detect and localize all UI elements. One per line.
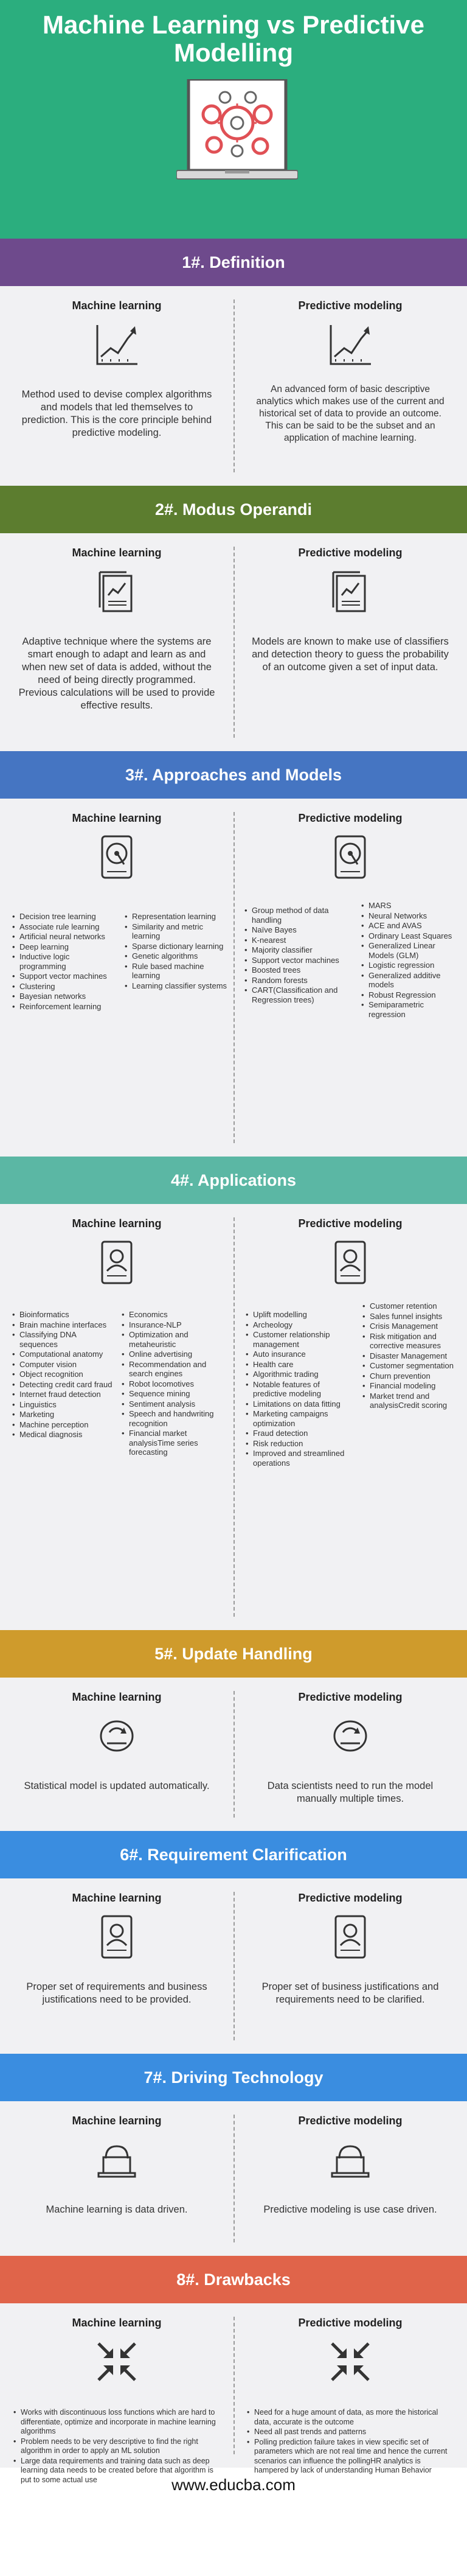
list-item: • Robust Regression <box>361 990 462 1000</box>
list-item: • Computer vision <box>12 1360 116 1370</box>
refresh-disk-icon <box>327 1713 373 1759</box>
list-item: • Customer retention <box>362 1301 463 1311</box>
list-item: • Semiparametric regression <box>361 1000 462 1019</box>
list-item: • Associate rule learning <box>12 922 116 932</box>
machine-learning-column <box>0 1678 234 1831</box>
list-item: • Need all past trends and patterns <box>247 2427 457 2437</box>
list-item: • Brain machine interfaces <box>12 1320 116 1330</box>
list-item: • Clustering <box>12 982 116 992</box>
list-item: • Fraud detection <box>246 1429 352 1438</box>
applications-list <box>362 1301 463 1411</box>
list-item: • Medical diagnosis <box>12 1430 116 1440</box>
list-item: • Economics <box>122 1310 231 1320</box>
driving-technology-text: Predictive modeling is use case driven. <box>263 2204 437 2215</box>
footer-url: www.educba.com <box>171 2475 296 2494</box>
predictive-modeling-column <box>234 286 467 486</box>
list-item: • Risk mitigation and corrective measures <box>362 1332 463 1351</box>
list-item: • Algorithmic trading <box>246 1370 352 1379</box>
cloud-laptop-icon <box>94 2137 140 2183</box>
list-item: • Polling prediction failure takes in view specific set of parameters which are not real time and hence the current scenarios can influence the pollingHR analytics is hampered by lack of understanding Human Behavior <box>247 2438 457 2476</box>
column-heading: Machine learning <box>72 812 162 824</box>
list-item: • Majority classifier <box>244 945 351 955</box>
list-item: • CART(Classification and Regression trees) <box>244 985 351 1004</box>
section-title: 4#. Applications <box>170 1171 297 1189</box>
list-item: • Customer relationship management <box>246 1330 352 1349</box>
list-item: • Genetic algorithms <box>125 951 228 961</box>
list-item: • MARS <box>361 901 462 911</box>
column-heading: Predictive modeling <box>298 812 403 824</box>
section-8-body <box>0 2303 467 2484</box>
list-item: • Similarity and metric learning <box>125 922 228 941</box>
hard-drive-icon <box>94 834 140 880</box>
hard-drive-icon <box>327 834 373 880</box>
list-item: • Computational anatomy <box>12 1349 116 1359</box>
column-heading: Predictive modeling <box>298 2115 403 2127</box>
section-4-body <box>0 1204 467 1630</box>
section-1-header <box>0 239 467 286</box>
column-heading: Machine learning <box>72 2115 162 2127</box>
list-item: • Customer segmentation <box>362 1361 463 1371</box>
drawbacks-list <box>13 2408 223 2485</box>
definition-text: Method used to devise complex algorithms and models that led themselves to prediction. This is the core principle behind predictive modeling. <box>21 389 212 438</box>
requirement-text: Proper set of requirements and business justifications need to be provided. <box>26 1981 207 2005</box>
list-item: • Support vector machines <box>244 956 351 965</box>
section-5-header <box>0 1630 467 1678</box>
column-heading: Machine learning <box>72 1691 162 1703</box>
list-item: • Decision tree learning <box>12 912 116 922</box>
section-2-header <box>0 486 467 533</box>
column-heading: Predictive modeling <box>298 2317 403 2329</box>
list-item: • Limitations on data fitting <box>246 1399 352 1409</box>
predictive-modeling-column <box>234 1878 467 2054</box>
update-handling-text: Statistical model is updated automatically. <box>24 1780 210 1791</box>
section-1-body <box>0 286 467 486</box>
column-heading: Machine learning <box>72 547 162 559</box>
list-item: • Rule based machine learning <box>125 962 228 981</box>
column-heading: Machine learning <box>72 2317 162 2329</box>
list-item: • Insurance-NLP <box>122 1320 231 1330</box>
column-heading: Machine learning <box>72 299 162 312</box>
list-item: • Ordinary Least Squares <box>361 931 462 941</box>
list-item: • Neural Networks <box>361 911 462 921</box>
models-list <box>361 901 462 1020</box>
list-item: • Problem needs to be very descriptive to find the right algorithm in order to apply an ML solution <box>13 2437 223 2456</box>
machine-learning-column <box>0 1878 234 2054</box>
section-title: 3#. Approaches and Models <box>125 765 342 784</box>
list-item: • Bioinformatics <box>12 1310 116 1320</box>
list-item: • Uplift modelling <box>246 1310 352 1320</box>
applications-list <box>246 1310 352 1468</box>
predictive-modeling-column <box>234 533 467 751</box>
page-title: Machine Learning vs Predictive Modelling <box>43 10 424 67</box>
list-item: • Boosted trees <box>244 965 351 975</box>
list-item: • Financial market analysisTime series forecasting <box>122 1429 231 1457</box>
list-item: • Health care <box>246 1360 352 1370</box>
trend-chart-icon <box>94 321 140 368</box>
column-heading: Predictive modeling <box>298 1691 403 1703</box>
section-title: 1#. Definition <box>182 253 285 271</box>
section-5-body <box>0 1678 467 1831</box>
collapse-arrows-icon <box>327 2339 373 2385</box>
machine-learning-column <box>0 799 234 1157</box>
list-item: • Archeology <box>246 1320 352 1330</box>
modus-operandi-text: Models are known to make use of classifiers and detection theory to guess the probability of an outcome given a set of input data. <box>252 636 449 673</box>
list-item: • Detecting credit card fraud <box>12 1380 116 1390</box>
list-item: • Financial modeling <box>362 1381 463 1391</box>
machine-learning-column <box>0 533 234 751</box>
list-item: • Classifying DNA sequences <box>12 1330 116 1349</box>
applications-list <box>122 1310 231 1458</box>
section-8-header <box>0 2256 467 2303</box>
document-icon <box>327 569 373 615</box>
approaches-list <box>125 912 228 991</box>
list-item: • Random forests <box>244 976 351 985</box>
list-item: • Inductive logic programming <box>12 952 116 971</box>
list-item: • ACE and AVAS <box>361 921 462 931</box>
section-7-header <box>0 2054 467 2101</box>
list-item: • Speech and handwriting recognition <box>122 1409 231 1428</box>
modus-operandi-text: Adaptive technique where the systems are smart enough to adapt and learn as and when new set of data is added, without the need of being directly programmed. Previous calculations will be used to provide effective results. <box>18 636 215 711</box>
requirement-text: Proper set of business justifications and requirements need to be clarified. <box>261 1981 439 2005</box>
list-item: • Churn prevention <box>362 1371 463 1381</box>
definition-text: An advanced form of basic descriptive analytics which makes use of the current and historical set of data to provide an outcome. This can be said to be the subset and an application of machine learning. <box>256 384 445 443</box>
machine-learning-column <box>0 1204 234 1630</box>
section-title: 8#. Drawbacks <box>176 2270 291 2289</box>
laptop-gears-icon <box>176 79 298 219</box>
section-title: 6#. Requirement Clarification <box>120 1845 347 1864</box>
machine-learning-column <box>0 286 234 486</box>
list-item: • Works with discontinuous loss functions which are hard to differentiate, optimize and incorporate in machine learning algorithms <box>13 2408 223 2437</box>
list-item: • Linguistics <box>12 1400 116 1410</box>
predictive-modeling-column <box>234 1678 467 1831</box>
list-item: • Auto insurance <box>246 1349 352 1359</box>
list-item: • Learning classifier systems <box>125 981 228 991</box>
list-item: • Reinforcement learning <box>12 1002 116 1012</box>
section-3-header <box>0 751 467 799</box>
list-item: • Marketing campaigns optimization <box>246 1409 352 1428</box>
list-item: • Representation learning <box>125 912 228 922</box>
machine-learning-column <box>0 2101 234 2256</box>
list-item: • Marketing <box>12 1410 116 1419</box>
list-item: • K-nearest <box>244 936 351 945</box>
list-item: • Need for a huge amount of data, as more the historical data, accurate is the outcome <box>247 2408 457 2427</box>
section-title: 2#. Modus Operandi <box>154 500 313 519</box>
applications-list <box>12 1310 116 1440</box>
models-list <box>244 906 351 1005</box>
refresh-disk-icon <box>94 1713 140 1759</box>
list-item: • Optimization and metaheuristic <box>122 1330 231 1349</box>
list-item: • Sequence mining <box>122 1389 231 1399</box>
list-item: • Risk reduction <box>246 1439 352 1449</box>
machine-learning-column <box>0 2303 234 2484</box>
column-heading: Machine learning <box>72 1892 162 1904</box>
list-item: • Object recognition <box>12 1370 116 1379</box>
list-item: • Crisis Management <box>362 1321 463 1331</box>
list-item: • Naïve Bayes <box>244 925 351 935</box>
collapse-arrows-icon <box>94 2339 140 2385</box>
drawbacks-list <box>247 2408 457 2476</box>
section-2-body <box>0 533 467 751</box>
list-item: • Sales funnel insights <box>362 1312 463 1321</box>
predictive-modeling-column <box>234 2303 467 2474</box>
column-heading: Predictive modeling <box>298 299 403 312</box>
person-card-icon <box>94 1914 140 1960</box>
update-handling-text: Data scientists need to run the model manually multiple times. <box>267 1780 434 1804</box>
section-title: 5#. Update Handling <box>154 1644 313 1663</box>
list-item: • Sentiment analysis <box>122 1399 231 1409</box>
predictive-modeling-column <box>234 2101 467 2256</box>
section-6-body <box>0 1878 467 2054</box>
list-item: • Machine perception <box>12 1420 116 1430</box>
column-heading: Machine learning <box>72 1217 162 1230</box>
column-heading: Predictive modeling <box>298 1892 403 1904</box>
person-card-icon <box>94 1239 140 1286</box>
list-item: • Sparse dictionary learning <box>125 942 228 951</box>
list-item: • Robot locomotives <box>122 1379 231 1389</box>
trend-chart-icon <box>327 321 373 368</box>
column-heading: Predictive modeling <box>298 1217 403 1230</box>
predictive-modeling-column <box>234 799 467 1157</box>
section-7-body <box>0 2101 467 2256</box>
document-icon <box>94 569 140 615</box>
list-item: • Market trend and analysisCredit scoring <box>362 1391 463 1410</box>
list-item: • Recommendation and search engines <box>122 1360 231 1379</box>
list-item: • Logistic regression <box>361 961 462 970</box>
hero-banner <box>0 0 467 239</box>
section-4-header <box>0 1157 467 1204</box>
column-heading: Predictive modeling <box>298 547 403 559</box>
predictive-modeling-column <box>234 1204 467 1630</box>
list-item: • Bayesian networks <box>12 992 116 1001</box>
approaches-list <box>12 912 116 1012</box>
list-item: • Group method of data handling <box>244 906 351 925</box>
person-card-icon <box>327 1914 373 1960</box>
person-card-icon <box>327 1239 373 1286</box>
list-item: • Artificial neural networks <box>12 932 116 942</box>
list-item: • Disaster Management <box>362 1351 463 1361</box>
list-item: • Deep learning <box>12 942 116 952</box>
list-item: • Generalized additive models <box>361 971 462 990</box>
section-6-header <box>0 1831 467 1878</box>
driving-technology-text: Machine learning is data driven. <box>46 2204 188 2215</box>
cloud-laptop-icon <box>327 2137 373 2183</box>
list-item: • Online advertising <box>122 1349 231 1359</box>
section-3-body <box>0 799 467 1157</box>
list-item: • Improved and streamlined operations <box>246 1449 352 1468</box>
list-item: • Support vector machines <box>12 971 116 981</box>
list-item: • Large data requirements and training data such as deep learning data needs to be created before that algorithm is put to some actual use <box>13 2457 223 2485</box>
list-item: • Generalized Linear Models (GLM) <box>361 941 462 960</box>
list-item: • Internet fraud detection <box>12 1390 116 1399</box>
section-title: 7#. Driving Technology <box>144 2068 323 2087</box>
list-item: • Notable features of predictive modeling <box>246 1380 352 1399</box>
